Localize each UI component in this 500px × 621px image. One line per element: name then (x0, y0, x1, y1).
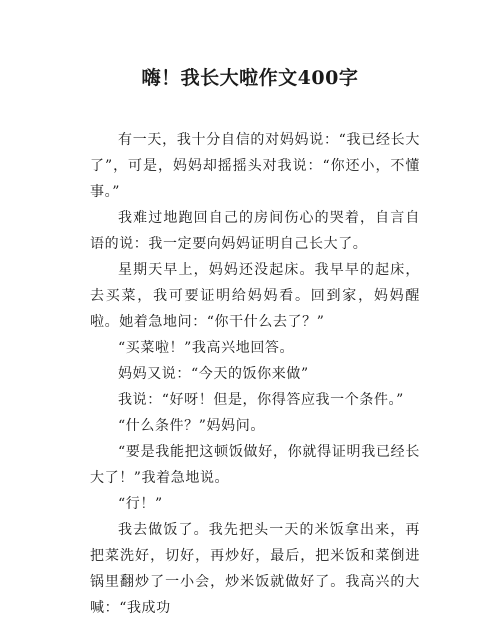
paragraph: “什么条件？”妈妈问。 (118, 418, 265, 434)
paragraph: “行！” (118, 496, 163, 512)
paragraph: 我说：“好呀！但是，你得答应我一个条件。” (118, 392, 404, 408)
document-body (90, 127, 420, 621)
paragraph: 有一天，我十分自信的对妈妈说：“我已经长大了”，可是，妈妈却摇摇头对我说：“你还小，不懂事。” (90, 132, 420, 200)
paragraph: 星期天早上，妈妈还没起床。我早早的起床，去买菜，我可要证明给妈妈看。回到家，妈妈醒啦。她着急地问：“你干什么去了？” (90, 262, 420, 330)
paragraph: 我难过地跑回自己的房间伤心的哭着，自言自语的说：我一定要向妈妈证明自己长大了。 (90, 210, 420, 252)
document-title: 嗨！我长大啦作文400字 (141, 67, 359, 89)
paragraph: “要是我能把这顿饭做好，你就得证明我已经长大了！”我着急地说。 (90, 444, 420, 486)
paragraph: 我去做饭了。我先把头一天的米饭拿出来，再把菜洗好，切好，再炒好，最后，把米饭和菜倒进锅里翻炒了一小会，炒米饭就做好了。我高兴的大喊：“我成功 (90, 522, 420, 616)
paragraph: “买菜啦！”我高兴地回答。 (118, 340, 295, 356)
paragraph: 妈妈又说：“今天的饭你来做” (118, 366, 309, 382)
